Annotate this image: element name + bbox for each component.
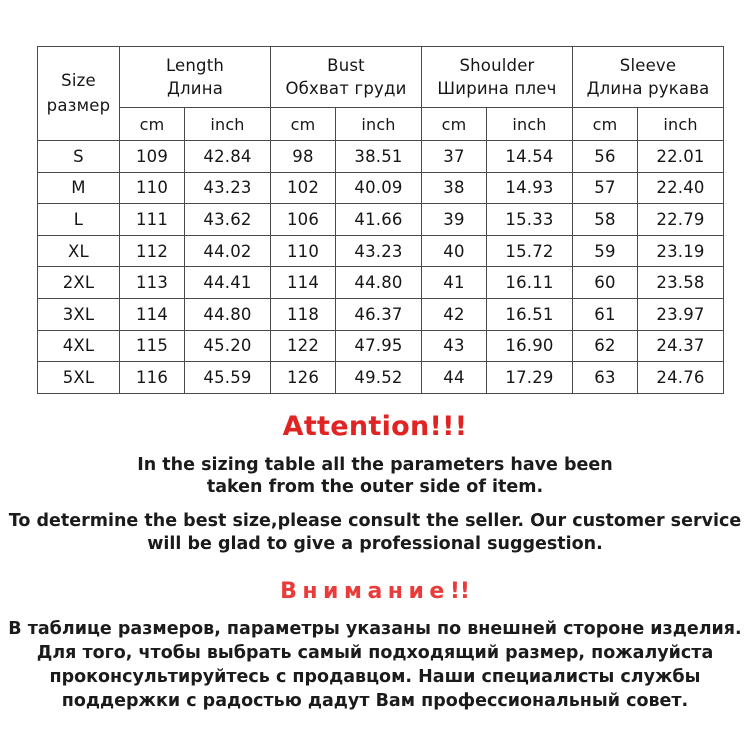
cell-size: S [38,141,120,173]
size-chart-table [37,46,724,394]
cell-measurement: 22.01 [638,141,724,173]
notice-line-en-4: will be glad to give a professional suggestion. [147,533,603,554]
header-group-bust [271,47,422,108]
cell-measurement: 16.51 [487,298,573,330]
table-row [38,172,724,204]
attention-heading-ru-bangs: !! [449,578,470,604]
cell-measurement: 62 [573,330,638,362]
cell-measurement: 60 [573,267,638,299]
cell-measurement: 43.62 [185,204,271,236]
table-header-row-groups [38,47,724,108]
header-unit-shoulder-cm: cm [422,108,487,141]
cell-measurement: 43 [422,330,487,362]
cell-measurement: 114 [271,267,336,299]
cell-measurement: 44.02 [185,235,271,267]
cell-measurement: 16.90 [487,330,573,362]
cell-measurement: 15.72 [487,235,573,267]
notice-line-ru-3: проконсультируйтесь с продавцом. Наши специалисты службы [49,667,701,688]
cell-size: 3XL [38,298,120,330]
notice-paragraph-en-1 [0,454,750,500]
cell-measurement: 14.54 [487,141,573,173]
notice-line-ru-2: Для того, чтобы выбрать самый подходящий размер, пожалуйста [36,643,714,664]
header-size [38,47,120,141]
table-row [38,362,724,394]
cell-measurement: 22.79 [638,204,724,236]
cell-measurement: 24.37 [638,330,724,362]
header-group-shoulder [422,47,573,108]
cell-size: 4XL [38,330,120,362]
cell-size: 5XL [38,362,120,394]
table-row [38,204,724,236]
cell-size: L [38,204,120,236]
table-row [38,330,724,362]
cell-measurement: 109 [120,141,185,173]
header-group-sleeve [573,47,724,108]
cell-measurement: 118 [271,298,336,330]
cell-measurement: 46.37 [336,298,422,330]
cell-measurement: 38.51 [336,141,422,173]
cell-size: 2XL [38,267,120,299]
cell-measurement: 23.19 [638,235,724,267]
notice-line-ru-1: В таблице размеров, параметры указаны по внешней стороне изделия. [8,618,742,639]
notice-paragraph-ru [0,617,750,714]
notice-block [0,412,750,713]
cell-measurement: 43.23 [336,235,422,267]
cell-measurement: 112 [120,235,185,267]
header-unit-sleeve-cm: cm [573,108,638,141]
cell-measurement: 63 [573,362,638,394]
header-group-length-en: Length [165,55,225,75]
cell-measurement: 22.40 [638,172,724,204]
table-row [38,298,724,330]
header-unit-bust-cm: cm [271,108,336,141]
attention-heading-ru-word: Внимание [280,578,450,604]
table-body [38,141,724,394]
attention-heading-en: Attention!!! [282,411,468,442]
cell-measurement: 40.09 [336,172,422,204]
header-unit-sleeve-inch: inch [638,108,724,141]
cell-measurement: 38 [422,172,487,204]
header-group-bust-en: Bust [327,55,365,75]
cell-measurement: 23.97 [638,298,724,330]
cell-measurement: 122 [271,330,336,362]
header-size-en: Size [61,70,96,90]
attention-heading-ru [0,580,750,604]
cell-measurement: 56 [573,141,638,173]
cell-measurement: 115 [120,330,185,362]
header-unit-shoulder-inch: inch [487,108,573,141]
header-group-length [120,47,271,108]
cell-measurement: 114 [120,298,185,330]
header-unit-length-cm: cm [120,108,185,141]
cell-measurement: 44.80 [185,298,271,330]
cell-measurement: 41 [422,267,487,299]
cell-measurement: 40 [422,235,487,267]
cell-size: XL [38,235,120,267]
cell-measurement: 17.29 [487,362,573,394]
cell-measurement: 102 [271,172,336,204]
cell-measurement: 16.11 [487,267,573,299]
cell-measurement: 44.80 [336,267,422,299]
cell-measurement: 45.59 [185,362,271,394]
header-size-ru: размер [46,95,111,115]
cell-measurement: 113 [120,267,185,299]
cell-measurement: 39 [422,204,487,236]
notice-line-en-3: To determine the best size,please consult the seller. Our customer service [8,511,742,532]
cell-measurement: 126 [271,362,336,394]
table-row [38,267,724,299]
header-group-sleeve-en: Sleeve [619,55,677,75]
cell-measurement: 42 [422,298,487,330]
notice-line-en-2: taken from the outer side of item. [206,477,544,498]
header-group-shoulder-en: Shoulder [459,55,535,75]
cell-measurement: 37 [422,141,487,173]
notice-paragraph-en-2 [0,510,750,556]
header-group-bust-ru: Обхват груди [285,79,407,98]
table-header [38,47,724,141]
cell-measurement: 116 [120,362,185,394]
cell-measurement: 23.58 [638,267,724,299]
cell-measurement: 45.20 [185,330,271,362]
cell-measurement: 98 [271,141,336,173]
cell-measurement: 24.76 [638,362,724,394]
table-row [38,141,724,173]
cell-measurement: 110 [120,172,185,204]
cell-measurement: 41.66 [336,204,422,236]
cell-measurement: 111 [120,204,185,236]
cell-measurement: 106 [271,204,336,236]
cell-measurement: 44 [422,362,487,394]
header-unit-bust-inch: inch [336,108,422,141]
cell-measurement: 59 [573,235,638,267]
cell-measurement: 14.93 [487,172,573,204]
cell-measurement: 49.52 [336,362,422,394]
cell-size: M [38,172,120,204]
cell-measurement: 44.41 [185,267,271,299]
header-group-sleeve-ru: Длина рукава [586,79,710,98]
notice-line-en-1: In the sizing table all the parameters have been [137,454,613,475]
header-group-length-ru: Длина [166,79,224,98]
cell-measurement: 110 [271,235,336,267]
cell-measurement: 58 [573,204,638,236]
table-header-row-units [38,108,724,141]
cell-measurement: 43.23 [185,172,271,204]
cell-measurement: 15.33 [487,204,573,236]
header-unit-length-inch: inch [185,108,271,141]
notice-line-ru-4: поддержки с радостью дадут Вам профессиональный совет. [61,691,689,712]
cell-measurement: 47.95 [336,330,422,362]
cell-measurement: 57 [573,172,638,204]
notice-spacer [0,499,750,510]
header-group-shoulder-ru: Ширина плеч [437,79,557,98]
size-chart-table-container [37,46,723,394]
cell-measurement: 61 [573,298,638,330]
cell-measurement: 42.84 [185,141,271,173]
table-row [38,235,724,267]
